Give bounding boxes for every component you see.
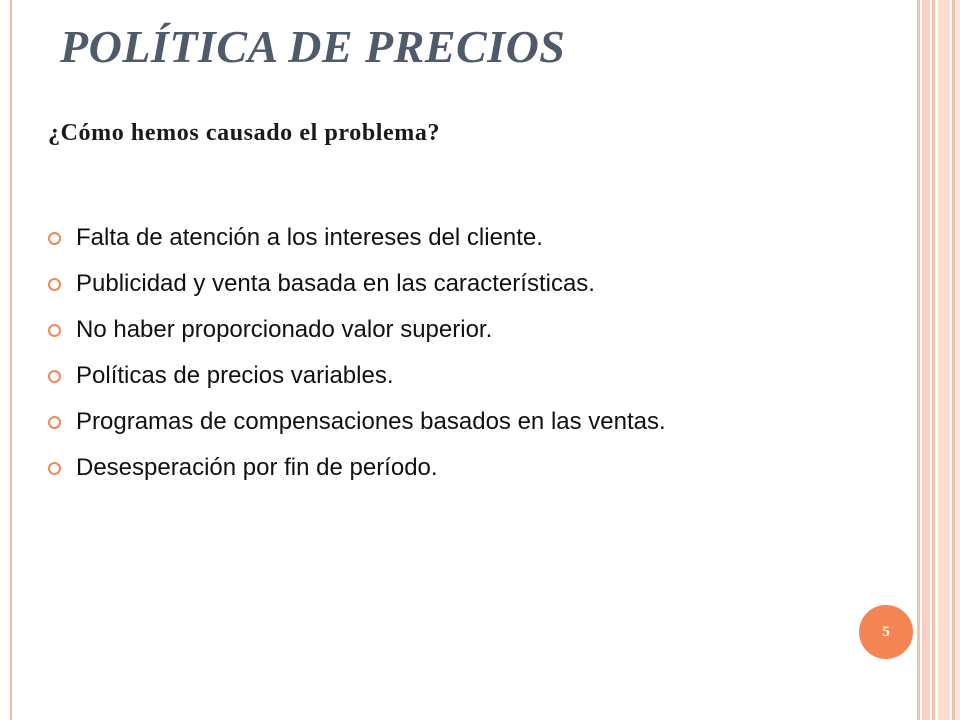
bullet-text: Falta de atención a los intereses del cliente. bbox=[76, 224, 543, 251]
bullet-circle-icon bbox=[48, 462, 61, 475]
bullet-text: Desesperación por fin de período. bbox=[76, 454, 438, 481]
right-decorative-stripe bbox=[952, 0, 955, 720]
bullet-circle-icon bbox=[48, 278, 61, 291]
right-decorative-stripe bbox=[917, 0, 920, 720]
bullet-text: Políticas de precios variables. bbox=[76, 362, 394, 389]
bullet-text: No haber proporcionado valor superior. bbox=[76, 316, 493, 343]
bullet-circle-icon bbox=[48, 324, 61, 337]
bullet-item bbox=[48, 399, 666, 445]
bullet-item bbox=[48, 445, 666, 491]
right-decorative-stripe bbox=[956, 0, 960, 720]
bullet-circle-icon bbox=[48, 416, 61, 429]
right-decorative-stripe bbox=[932, 0, 935, 720]
bullet-item bbox=[48, 353, 666, 399]
page-number-badge: 5 bbox=[859, 605, 913, 659]
bullet-list bbox=[48, 215, 666, 491]
slide-title: POLÍTICA DE PRECIOS bbox=[60, 21, 566, 72]
bullet-circle-icon bbox=[48, 232, 61, 245]
bullet-circle-icon bbox=[48, 370, 61, 383]
right-decorative-stripe bbox=[922, 0, 930, 720]
bullet-text: Programas de compensaciones basados en las ventas. bbox=[76, 408, 666, 435]
slide-subtitle: ¿Cómo hemos causado el problema? bbox=[48, 120, 441, 146]
bullet-item bbox=[48, 261, 666, 307]
left-border-line bbox=[10, 0, 12, 720]
right-decorative-stripe bbox=[938, 0, 950, 720]
bullet-text: Publicidad y venta basada en las características. bbox=[76, 270, 595, 297]
bullet-item bbox=[48, 215, 666, 261]
bullet-item bbox=[48, 307, 666, 353]
